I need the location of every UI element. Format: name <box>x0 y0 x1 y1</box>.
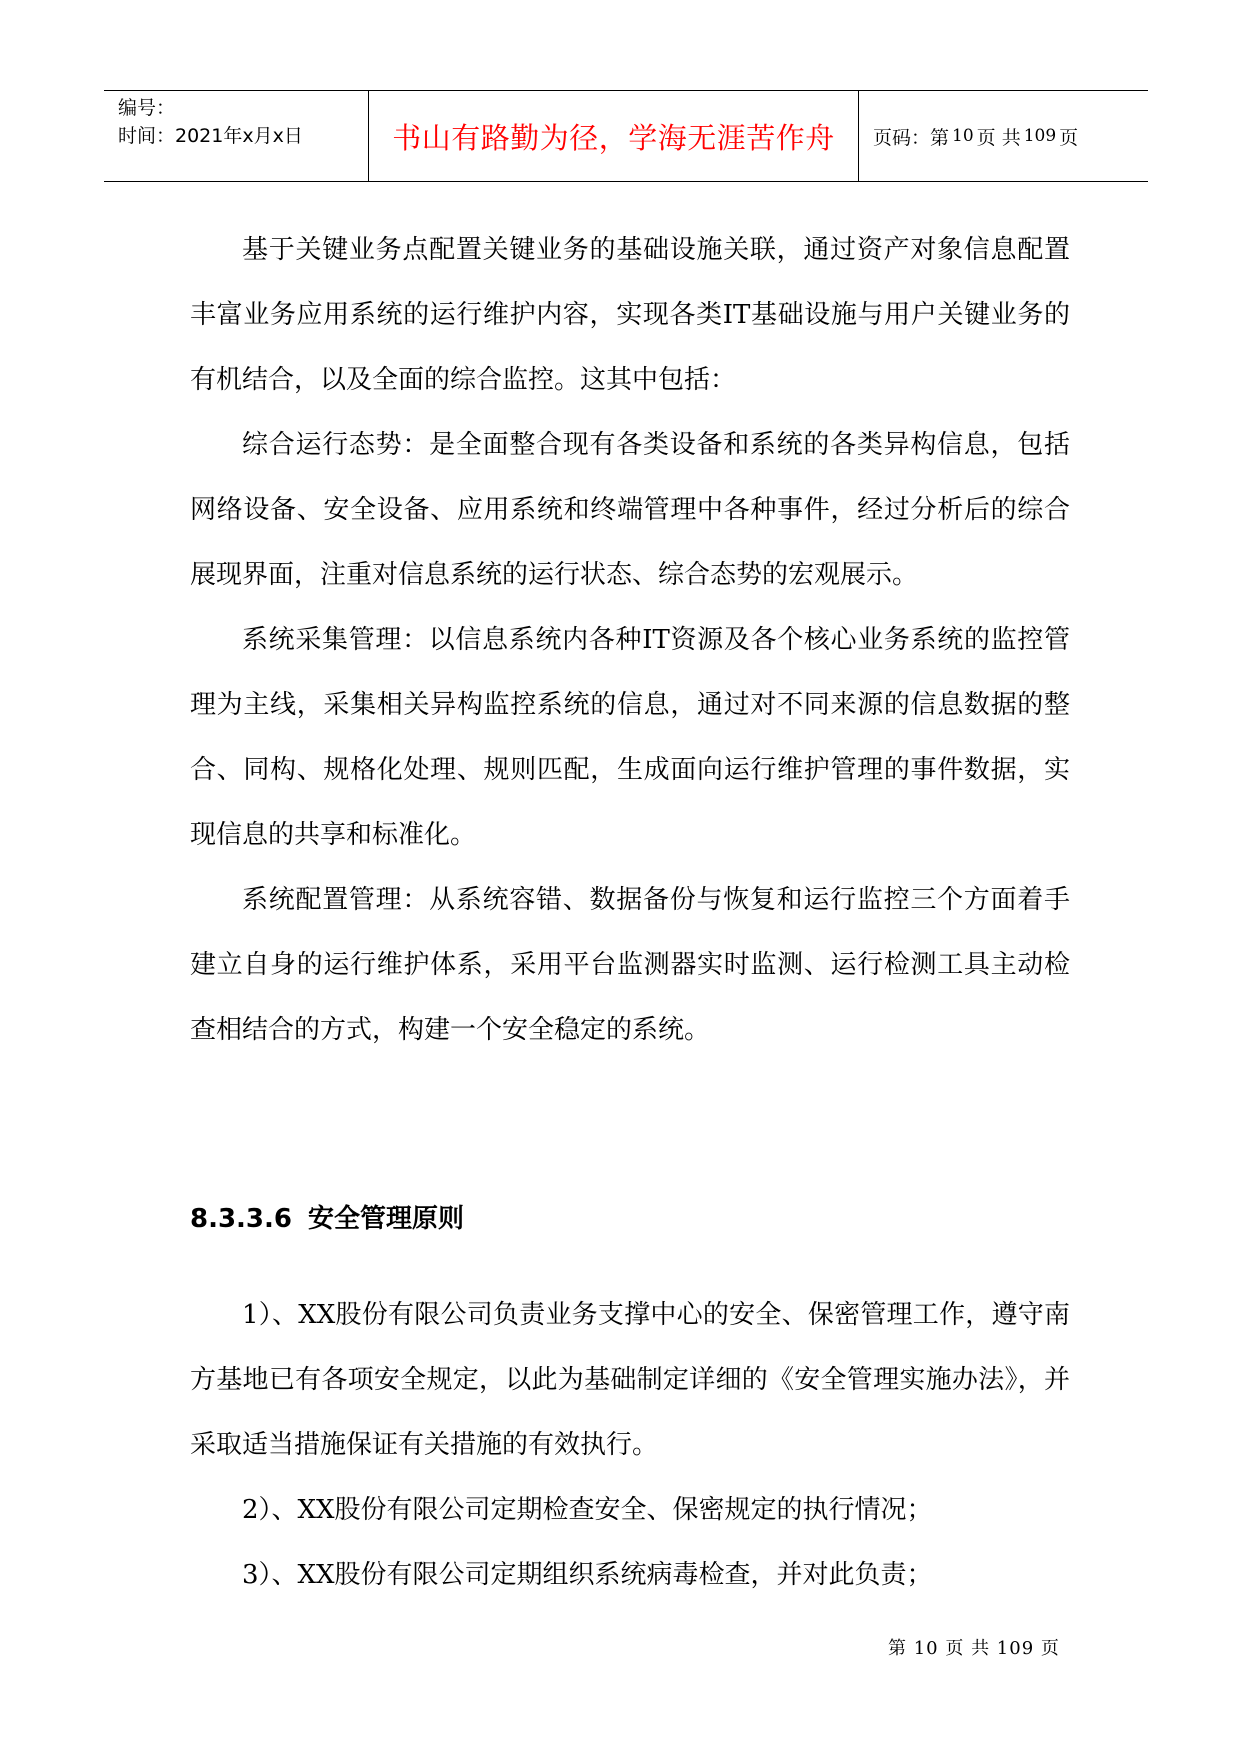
document-number-label: 编号： <box>118 97 176 119</box>
body-text <box>190 218 1070 1063</box>
paragraph: 系统采集管理：以信息系统内各种IT资源及各个核心业务系统的监控管理为主线，采集相关异构监控系统的信息，通过对不同来源的信息数据的整合、同构、规格化处理、规则匹配，生成面向运行维护管理的事件数据，实现信息的共享和标准化。 <box>190 625 1070 850</box>
page-suffix: 页 <box>1059 126 1079 149</box>
list-item: 2）、XX股份有限公司定期检查安全、保密规定的执行情况； <box>242 1495 933 1525</box>
page-total: 109 <box>1023 126 1057 146</box>
section-heading <box>190 1198 464 1235</box>
page-footer: 第 10 页 共 109 页 <box>888 1638 1060 1659</box>
section-title: 安全管理原则 <box>308 1204 465 1234</box>
paragraph: 基于关键业务点配置关键业务的基础设施关联，通过资产对象信息配置丰富业务应用系统的运行维护内容，实现各类IT基础设施与用户关键业务的有机结合，以及全面的综合监控。这其中包括： <box>190 235 1070 395</box>
page-middle: 页 共 <box>976 126 1021 149</box>
principles-list <box>190 1283 1070 1608</box>
header-motto: 书山有路勤为径，学海无涯苦作舟 <box>369 91 859 181</box>
page-prefix: 页码：第 <box>873 126 950 149</box>
document-date: 时间：2021年x月x日 <box>118 125 303 147</box>
header-page-info <box>859 91 1148 181</box>
header-meta <box>104 91 369 181</box>
paragraph: 系统配置管理：从系统容错、数据备份与恢复和运行监控三个方面着手建立自身的运行维护体系，采用平台监测器实时监测、运行检测工具主动检查相结合的方式，构建一个安全稳定的系统。 <box>190 885 1070 1045</box>
page-header <box>104 90 1148 182</box>
list-item: 1）、XX股份有限公司负责业务支撑中心的安全、保密管理工作，遵守南方基地已有各项安全规定，以此为基础制定详细的《安全管理实施办法》，并采取适当措施保证有关措施的有效执行。 <box>190 1300 1070 1460</box>
section-number: 8.3.3.6 <box>190 1204 292 1234</box>
list-item: 3）、XX股份有限公司定期组织系统病毒检查，并对此负责； <box>242 1560 933 1590</box>
paragraph: 综合运行态势：是全面整合现有各类设备和系统的各类异构信息，包括网络设备、安全设备、应用系统和终端管理中各种事件，经过分析后的综合展现界面，注重对信息系统的运行状态、综合态势的宏观展示。 <box>190 430 1070 590</box>
page-current: 10 <box>952 126 974 146</box>
